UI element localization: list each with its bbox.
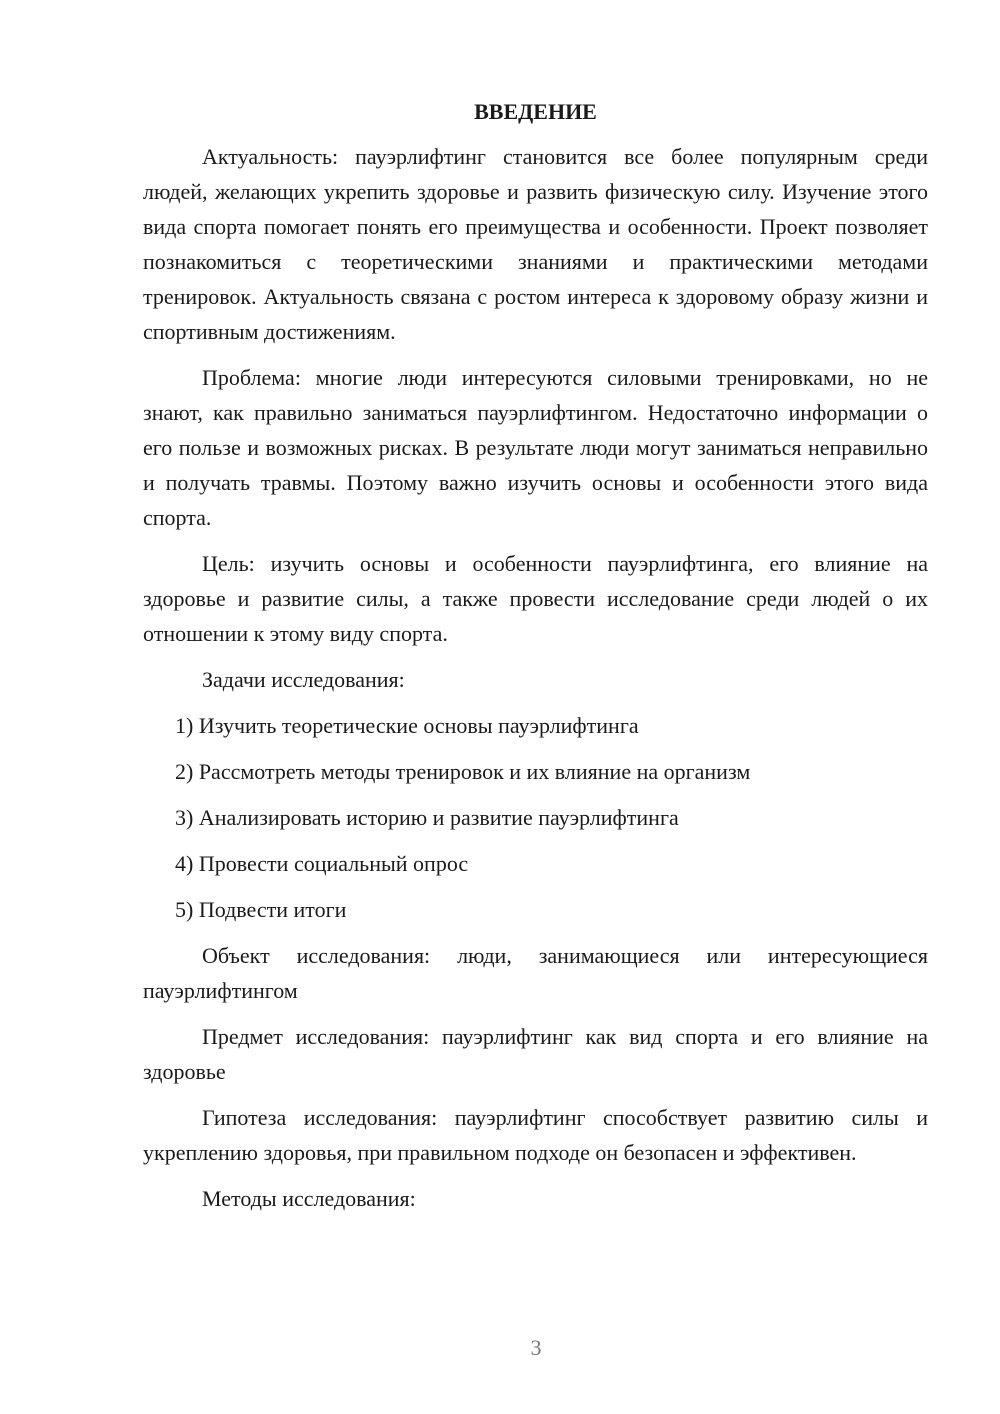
page-content xyxy=(143,94,928,1216)
list-item: 5) Подвести итоги xyxy=(175,897,347,922)
object-paragraph: Объект исследования: люди, занимающиеся или интересующиеся пауэрлифтингом xyxy=(143,943,928,1003)
methods-title: Методы исследования: xyxy=(202,1186,416,1211)
list-item: 2) Рассмотреть методы тренировок и их влияние на организм xyxy=(175,759,751,784)
relevance-paragraph: Актуальность: пауэрлифтинг становится все более популярным среди людей, желающих укрепить здоровье и развить физическую силу. Изучение этого вида спорта помогает понять его преимущества и особенности. Проект позволяет познакомиться с теоретическими знаниями и практическими методами тренировок. Актуальность связана с ростом интереса к здоровому образу жизни и спортивным достижениям. xyxy=(143,144,928,344)
page-number: 3 xyxy=(530,1335,542,1360)
hypothesis-paragraph: Гипотеза исследования: пауэрлифтинг способствует развитию силы и укреплению здоровья, при правильном подходе он безопасен и эффективен. xyxy=(143,1105,928,1165)
goal-paragraph: Цель: изучить основы и особенности пауэрлифтинга, его влияние на здоровье и развитие силы, а также провести исследование среди людей о их отношении к этому виду спорта. xyxy=(143,551,928,646)
list-item: 4) Провести социальный опрос xyxy=(175,851,469,876)
section-heading: ВВЕДЕНИЕ xyxy=(474,99,597,124)
subject-paragraph: Предмет исследования: пауэрлифтинг как вид спорта и его влияние на здоровье xyxy=(143,1024,928,1084)
tasks-title: Задачи исследования: xyxy=(202,667,405,692)
list-item: 1) Изучить теоретические основы пауэрлифтинга xyxy=(175,713,639,738)
problem-paragraph: Проблема: многие люди интересуются силовыми тренировками, но не знают, как правильно заниматься пауэрлифтингом. Недостаточно информации о его пользе и возможных рисках. В результате люди могут заниматься неправильно и получать травмы. Поэтому важно изучить основы и особенности этого вида спорта. xyxy=(143,365,928,530)
list-item: 3) Анализировать историю и развитие пауэрлифтинга xyxy=(175,805,679,830)
